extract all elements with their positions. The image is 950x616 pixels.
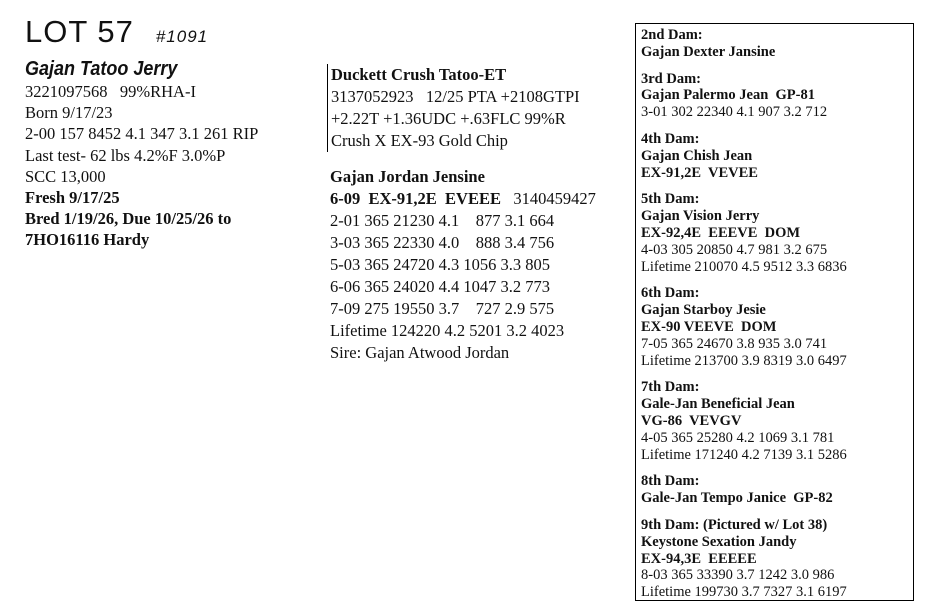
pedigree-dam-2 xyxy=(641,27,913,61)
dam-label: 4th Dam: xyxy=(641,130,700,147)
dam-line: EX-91,2E VEVEE xyxy=(641,164,758,181)
dam-record: 5-03 365 24720 4.3 1056 3.3 805 xyxy=(330,255,550,274)
pedigree-box xyxy=(635,23,914,601)
lot-title-line xyxy=(25,14,310,55)
dam-line: Gale-Jan Tempo Janice GP-82 xyxy=(641,490,833,507)
dam-record: 6-06 365 24020 4.4 1047 3.2 773 xyxy=(330,277,550,296)
dam-line: VG-86 VEVGV xyxy=(641,412,742,429)
info-line: 3221097568 99%RHA-I xyxy=(25,82,196,101)
dam-record: Lifetime 124220 4.2 5201 3.2 4023 xyxy=(330,321,565,340)
dam-label: 8th Dam: xyxy=(641,473,700,490)
cow-name: Gajan Tatoo Jerry xyxy=(25,58,178,80)
dam-classification-line xyxy=(330,188,627,210)
dam-line: EX-92,4E EEEVE DOM xyxy=(641,224,801,241)
dam-label: 9th Dam: (Pictured w/ Lot 38) xyxy=(641,516,828,533)
dam-label: 5th Dam: xyxy=(641,191,700,208)
lot-number: #1091 xyxy=(155,27,209,46)
dam-line: 4-03 305 20850 4.7 981 3.2 675 xyxy=(641,241,828,258)
dam-label: 7th Dam: xyxy=(641,379,700,396)
dam-line: Gajan Chish Jean xyxy=(641,147,753,164)
cow-info xyxy=(25,81,310,251)
sire-line: +2.22T +1.36UDC +.63FLC 99%R xyxy=(331,109,566,128)
dam-name: Gajan Jordan Jensine xyxy=(330,167,485,186)
pedigree-dam-7 xyxy=(641,379,913,463)
dam-record: Sire: Gajan Atwood Jordan xyxy=(330,343,510,362)
lot-header xyxy=(25,14,310,251)
dam-label: 6th Dam: xyxy=(641,285,700,302)
dam-record: 3-03 365 22330 4.0 888 3.4 756 xyxy=(330,233,555,252)
dam-line: Gajan Palermo Jean GP-81 xyxy=(641,87,815,104)
dam-line: Lifetime 213700 3.9 8319 3.0 6497 xyxy=(641,352,847,369)
dam-line: Gale-Jan Beneficial Jean xyxy=(641,396,795,413)
info-line: 7HO16116 Hardy xyxy=(25,230,150,250)
dam-line: Lifetime 199730 3.7 7327 3.1 6197 xyxy=(641,584,847,601)
dam-label: 3rd Dam: xyxy=(641,70,702,87)
dam-classification: 6-09 EX-91,2E EVEEE xyxy=(330,189,501,208)
pedigree-dam-3 xyxy=(641,71,913,121)
info-line: Born 9/17/23 xyxy=(25,103,113,123)
info-line: Bred 1/19/26, Due 10/25/26 to xyxy=(25,209,232,229)
pedigree-dam-5 xyxy=(641,191,913,275)
sire-line: Crush X EX-93 Gold Chip xyxy=(331,131,508,150)
sire-block xyxy=(327,64,627,152)
dam-block xyxy=(327,166,627,364)
dam-label: 2nd Dam: xyxy=(641,27,703,43)
dam-line: 7-05 365 24670 3.8 935 3.0 741 xyxy=(641,335,828,352)
parents xyxy=(327,64,627,364)
info-line: Last test- 62 lbs 4.2%F 3.0%P xyxy=(25,145,226,165)
dam-line: Gajan Dexter Jansine xyxy=(641,43,776,60)
dam-line: 3-01 302 22340 4.1 907 3.2 712 xyxy=(641,104,828,121)
dam-line: Lifetime 210070 4.5 9512 3.3 6836 xyxy=(641,258,847,275)
sire-name: Duckett Crush Tatoo-ET xyxy=(331,65,507,84)
info-line: 2-00 157 8452 4.1 347 3.1 261 RIP xyxy=(25,124,259,144)
dam-line: Keystone Sexation Jandy xyxy=(641,533,797,550)
dam-line: 8-03 365 33390 3.7 1242 3.0 986 xyxy=(641,567,835,584)
dam-line: Gajan Vision Jerry xyxy=(641,208,760,225)
pedigree-dam-8 xyxy=(641,473,913,507)
dam-registration: 3140459427 xyxy=(513,189,596,208)
dam-record: 7-09 275 19550 3.7 727 2.9 575 xyxy=(330,299,555,318)
dam-line: EX-90 VEEVE DOM xyxy=(641,318,777,335)
pedigree-dam-6 xyxy=(641,285,913,369)
dam-line: EX-94,3E EEEEE xyxy=(641,550,757,567)
info-line: SCC 13,000 xyxy=(25,166,106,186)
dam-line: 4-05 365 25280 4.2 1069 3.1 781 xyxy=(641,429,835,446)
dam-record: 2-01 365 21230 4.1 877 3.1 664 xyxy=(330,211,555,230)
lot-title: LOT 57 xyxy=(25,14,134,49)
info-line: Fresh 9/17/25 xyxy=(25,188,120,208)
dam-line: Lifetime 171240 4.2 7139 3.1 5286 xyxy=(641,446,847,463)
pedigree-dam-4 xyxy=(641,131,913,181)
pedigree-dam-9 xyxy=(641,517,913,601)
dam-line: Gajan Starboy Jesie xyxy=(641,302,766,319)
sire-line: 3137052923 12/25 PTA +2108GTPI xyxy=(331,87,580,106)
